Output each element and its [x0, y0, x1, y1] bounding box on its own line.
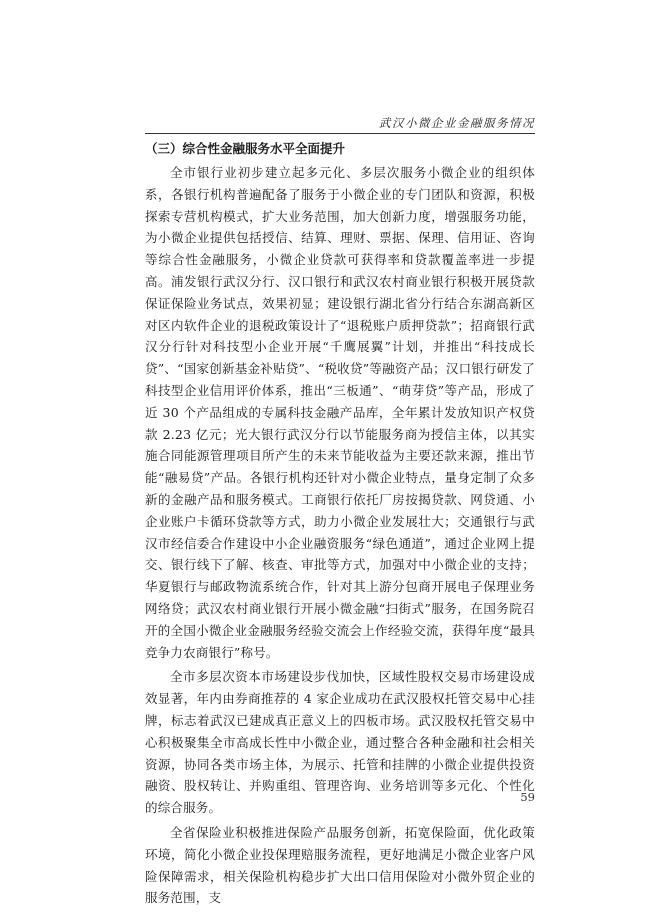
- paragraph-capital-market: 全市多层次资本市场建设步伐加快，区域性股权交易市场建设成效显著，年内由券商推荐的 4 家企业成功在武汉股权托管交易中心挂牌，标志着武汉已建成真正意义上的四板市场。武汉股权托管交易中心积极聚集全市高成长性中小微企业，通过整合各种金融和社会相关资源，协同各类市场主体，为展示、托管和挂牌的小微企业提供投资融资、股权转让、并购重组、管理咨询、业务培训等多元化、个性化的综合服务。: [145, 669, 535, 816]
- page-body: [145, 140, 535, 912]
- page-number: 59: [520, 790, 535, 804]
- running-head: 武汉小微企业金融服务情况: [379, 116, 535, 130]
- section-heading: （三）综合性金融服务水平全面提升: [145, 141, 346, 156]
- header-rule: [145, 133, 535, 134]
- paragraph-banking: 全市银行业初步建立起多元化、多层次服务小微企业的组织体系，各银行机构普遍配备了服务于小微企业的专门团队和资源，积极探索专营机构模式，扩大业务范围，加大创新力度，增强服务功能，为小微企业提供包括授信、结算、理财、票据、保理、信用证、咨询等综合性金融服务，小微企业贷款可获得率和贷款覆盖率进一步提高。浦发银行武汉分行、汉口银行和武汉农村商业银行积极开展贷款保证保险业务试点，效果初显；建设银行湖北省分行结合东湖高新区对区内软件企业的退税政策设计了“退税账户质押贷款”；招商银行武汉分行针对科技型小企业开展“千鹰展翼”计划，并推出“科技成长贷”、“国家创新基金补贴贷”、“税收贷”等融资产品；汉口银行研发了科技型企业信用评价体系，推出“三板通”、“萌芽贷”等产品，形成了近 30 个产品组成的专属科技金融产品库，全年累计发放知识产权贷款 2.23 亿元；光大银行武汉分行以节能服务商为授信主体，以其实施合同能源管理项目所产生的未来节能收益为主要还款来源，推出节能“融易贷”产品。各银行机构还针对小微企业特点，量身定制了众多新的金融产品和服务模式。工商银行依托厂房按揭贷款、网贷通、小企业账户卡循环贷款等方式，助力小微企业发展壮大；交通银行与武汉市经信委合作建设中小企业融资服务“绿色通道”，通过企业网上提交、银行线下了解、核查、审批等方式，加强对中小微企业的支持；华夏银行与邮政物流系统合作，针对其上游分包商开展电子保理业务网络贷；武汉农村商业银行开展小微金融“扫街式”服务，在国务院召开的全国小微企业金融服务经验交流会上作经验交流，获得年度“最具竞争力农商银行”称号。: [145, 165, 535, 660]
- paragraph-insurance: 全省保险业积极推进保险产品服务创新，拓宽保险面，优化政策环境，简化小微企业投保理赔服务流程，更好地满足小微企业客户风险保障需求，相关保险机构稳步扩大出口信用保险对小微外贸企业的服务范围，支: [145, 824, 535, 906]
